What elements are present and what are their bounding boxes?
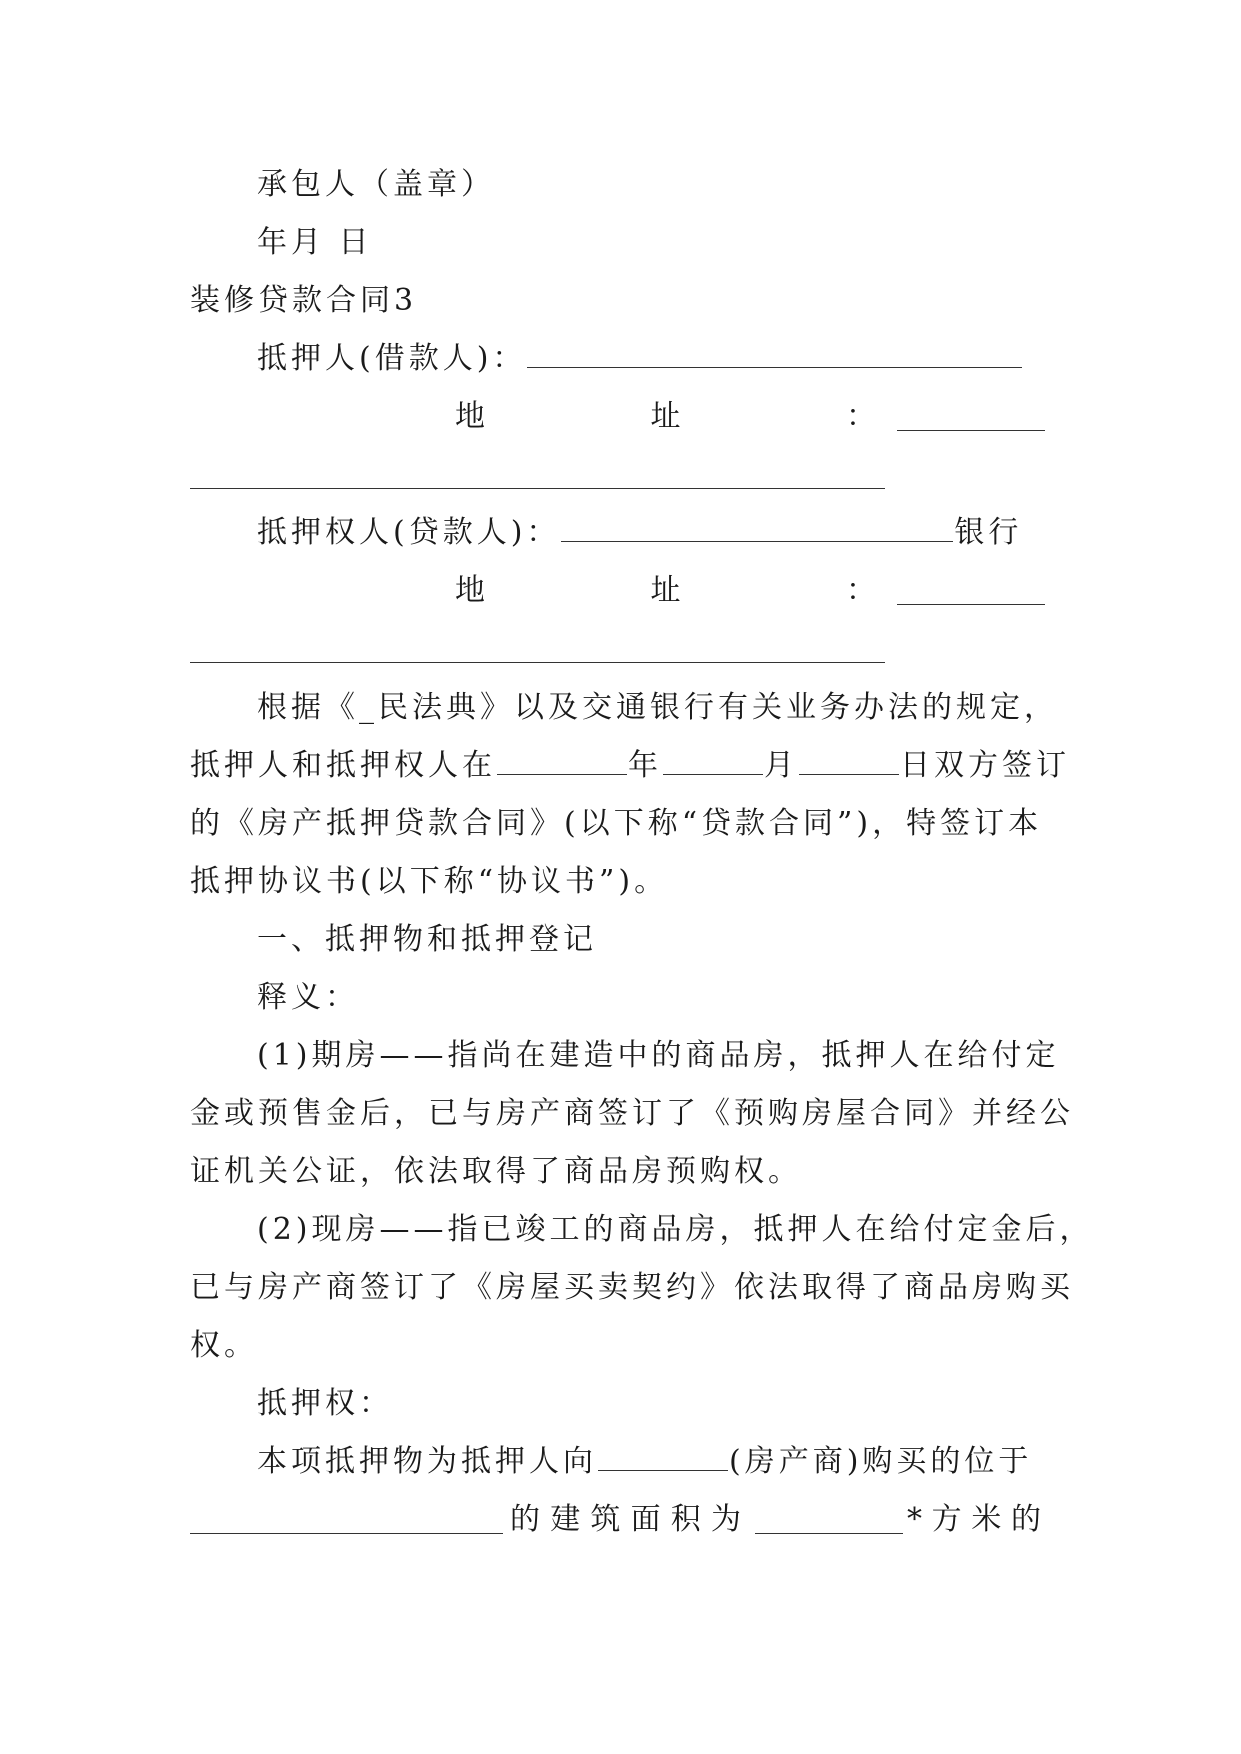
intro-line-4: 抵押协议书(以下称“协议书”)。	[190, 864, 669, 899]
address-1-blank-continued	[190, 488, 885, 489]
address-char-di: 地	[455, 573, 489, 608]
address-char-zhi: 址	[650, 399, 685, 434]
location-blank	[190, 1533, 503, 1534]
mortgagee-line	[190, 513, 1127, 553]
date-line: 年月 日	[257, 225, 373, 260]
address-colon: ：	[846, 573, 880, 608]
definition-1-line-2: 金或预售金后，已与房产商签订了《预购房屋合同》并经公	[190, 1096, 1074, 1131]
char: 的	[1010, 1502, 1045, 1537]
address-2-blank-continued	[190, 662, 885, 663]
property-line-2-tail	[907, 1500, 1045, 1540]
day-blank	[799, 746, 899, 775]
char: 筑	[590, 1502, 625, 1537]
section-1-heading: 一、抵押物和抵押登记	[257, 922, 597, 957]
address-line-2	[455, 571, 880, 611]
char: 积	[670, 1502, 705, 1537]
month-blank	[663, 746, 763, 775]
intro-line-3: 的《房产抵押贷款合同》(以下称“贷款合同”)，特签订本	[190, 806, 1043, 841]
definition-1-line-1: (1)期房——指尚在建造中的商品房，抵押人在给付定	[257, 1038, 1060, 1073]
mortgagee-label: 抵押权人(贷款人)：	[257, 515, 561, 550]
char: 面	[630, 1502, 665, 1537]
char: 方	[931, 1502, 966, 1537]
area-blank	[755, 1533, 903, 1534]
property-line-2-text	[510, 1500, 745, 1540]
char: 建	[550, 1502, 585, 1537]
definition-1-line-3: 证机关公证，依法取得了商品房预购权。	[190, 1154, 802, 1189]
char: 米	[971, 1502, 1006, 1537]
mortgagee-blank	[561, 513, 953, 542]
year-label: 年	[628, 748, 662, 783]
address-1-blank-end	[897, 430, 1045, 431]
mortgagor-blank	[527, 339, 1022, 368]
bank-suffix: 银行	[954, 515, 1023, 550]
year-blank	[497, 746, 627, 775]
char: 为	[710, 1502, 745, 1537]
definition-2-line-3: 权。	[190, 1328, 258, 1363]
intro-line-2	[190, 746, 1070, 786]
char: 的	[510, 1502, 544, 1537]
mortgagor-line	[190, 339, 1127, 379]
intro-text: 抵押人和抵押权人在	[190, 748, 496, 783]
address-line-1	[455, 397, 880, 437]
property-text-b: (房产商)购买的位于	[729, 1444, 1033, 1479]
intro-text-end: 日双方签订	[900, 748, 1070, 783]
intro-line-1: 根据《_民法典》以及交通银行有关业务办法的规定，	[257, 690, 1058, 725]
contractor-seal-line: 承包人（盖章）	[257, 167, 495, 202]
definition-2-line-2: 已与房产商签订了《房屋买卖契约》依法取得了商品房购买	[190, 1270, 1074, 1305]
developer-blank	[598, 1442, 728, 1471]
property-text: 本项抵押物为抵押人向	[257, 1444, 597, 1479]
address-char-di: 地	[455, 399, 489, 434]
definition-2-line-1: (2)现房——指已竣工的商品房，抵押人在给付定金后，	[257, 1212, 1094, 1247]
address-2-blank-end	[897, 604, 1045, 605]
mortgagor-label: 抵押人(借款人)：	[257, 341, 527, 376]
address-colon: ：	[846, 399, 880, 434]
asterisk: *	[907, 1502, 926, 1537]
definitions-label: 释义：	[257, 980, 359, 1015]
mortgage-right-label: 抵押权：	[257, 1386, 393, 1421]
address-char-zhi: 址	[650, 573, 685, 608]
month-label: 月	[764, 748, 798, 783]
property-line-1	[190, 1442, 1127, 1482]
section-title: 装修贷款合同3	[190, 283, 418, 318]
